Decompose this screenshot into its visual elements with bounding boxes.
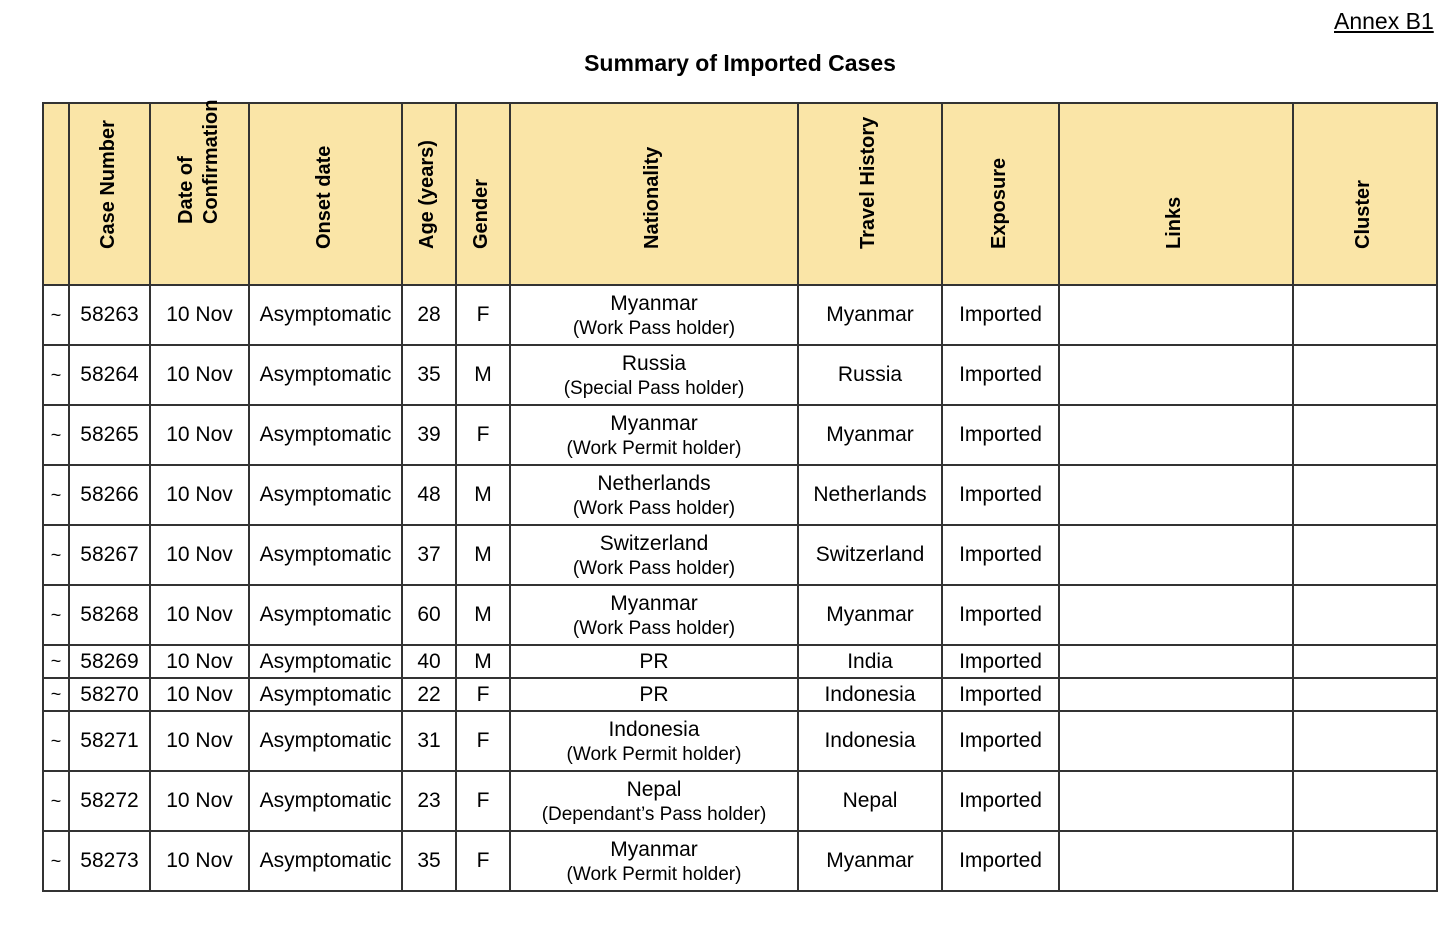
links-cell [1059, 771, 1293, 831]
header-case-number: Case Number [69, 103, 150, 285]
exposure-cell: Imported [942, 525, 1059, 585]
cluster-cell [1293, 525, 1437, 585]
age-cell: 48 [402, 465, 456, 525]
nationality-cell [510, 771, 798, 831]
exposure-cell: Imported [942, 711, 1059, 771]
date-of-confirmation-cell: 10 Nov [150, 711, 249, 771]
table-row [43, 285, 1437, 345]
document-title: Summary of Imported Cases [584, 50, 896, 76]
date-of-confirmation-cell: 10 Nov [150, 525, 249, 585]
header-travel-history: Travel History [798, 103, 942, 285]
table-row [43, 645, 1437, 678]
marker-cell: ~ [43, 645, 69, 678]
exposure-cell: Imported [942, 285, 1059, 345]
travel-history-cell: Myanmar [798, 585, 942, 645]
exposure-cell: Imported [942, 405, 1059, 465]
case-number-cell: 58265 [69, 405, 150, 465]
gender-cell: F [456, 771, 510, 831]
gender-cell: F [456, 678, 510, 711]
case-number-cell: 58267 [69, 525, 150, 585]
pass-type-text: (Work Pass holder) [572, 617, 736, 639]
links-cell [1059, 285, 1293, 345]
age-cell: 31 [402, 711, 456, 771]
onset-date-cell: Asymptomatic [249, 771, 402, 831]
onset-date-cell: Asymptomatic [249, 345, 402, 405]
cluster-cell [1293, 585, 1437, 645]
date-of-confirmation-cell: 10 Nov [150, 345, 249, 405]
header-gender: Gender [456, 103, 510, 285]
cluster-cell [1293, 405, 1437, 465]
date-of-confirmation-cell: 10 Nov [150, 285, 249, 345]
table-row [43, 585, 1437, 645]
age-cell: 39 [402, 405, 456, 465]
cluster-cell [1293, 645, 1437, 678]
onset-date-cell: Asymptomatic [249, 585, 402, 645]
exposure-cell: Imported [942, 345, 1059, 405]
case-number-cell: 58270 [69, 678, 150, 711]
table-row [43, 678, 1437, 711]
case-number-cell: 58273 [69, 831, 150, 891]
marker-cell: ~ [43, 771, 69, 831]
gender-cell: F [456, 711, 510, 771]
marker-cell: ~ [43, 678, 69, 711]
gender-cell: F [456, 405, 510, 465]
date-of-confirmation-cell: 10 Nov [150, 678, 249, 711]
date-of-confirmation-cell: 10 Nov [150, 771, 249, 831]
pass-type-text: (Work Pass holder) [572, 497, 736, 519]
age-cell: 28 [402, 285, 456, 345]
nationality-cell [510, 345, 798, 405]
nationality-cell [510, 525, 798, 585]
nationality-text: Switzerland [599, 531, 709, 555]
nationality-cell [510, 285, 798, 345]
cluster-cell [1293, 831, 1437, 891]
pass-type-text: (Work Pass holder) [572, 557, 736, 579]
nationality-cell [510, 645, 798, 678]
onset-date-cell: Asymptomatic [249, 645, 402, 678]
gender-cell: M [456, 585, 510, 645]
age-cell: 35 [402, 831, 456, 891]
pass-type-text: (Dependant’s Pass holder) [541, 803, 767, 825]
nationality-text: Myanmar [610, 591, 698, 615]
gender-cell: M [456, 345, 510, 405]
travel-history-cell: Indonesia [798, 678, 942, 711]
nationality-text: PR [639, 650, 669, 673]
marker-cell: ~ [43, 465, 69, 525]
case-number-cell: 58268 [69, 585, 150, 645]
table-row [43, 831, 1437, 891]
case-number-cell: 58271 [69, 711, 150, 771]
links-cell [1059, 465, 1293, 525]
exposure-cell: Imported [942, 465, 1059, 525]
annex-label: Annex B1 [1334, 8, 1434, 34]
marker-cell: ~ [43, 831, 69, 891]
cluster-cell [1293, 678, 1437, 711]
marker-cell: ~ [43, 345, 69, 405]
nationality-text: Russia [621, 351, 687, 375]
gender-cell: M [456, 465, 510, 525]
case-number-cell: 58269 [69, 645, 150, 678]
onset-date-cell: Asymptomatic [249, 831, 402, 891]
age-cell: 40 [402, 645, 456, 678]
table-row [43, 525, 1437, 585]
case-number-cell: 58263 [69, 285, 150, 345]
age-cell: 23 [402, 771, 456, 831]
header-links: Links [1059, 103, 1293, 285]
header-date-of-confirmation: Date of Confirmation [150, 103, 249, 285]
table-row [43, 345, 1437, 405]
gender-cell: F [456, 285, 510, 345]
date-of-confirmation-cell: 10 Nov [150, 831, 249, 891]
date-of-confirmation-cell: 10 Nov [150, 585, 249, 645]
header-marker [43, 103, 69, 285]
header-row [43, 103, 1437, 285]
nationality-cell [510, 465, 798, 525]
marker-cell: ~ [43, 285, 69, 345]
cluster-cell [1293, 285, 1437, 345]
travel-history-cell: Russia [798, 345, 942, 405]
onset-date-cell: Asymptomatic [249, 525, 402, 585]
table-row [43, 711, 1437, 771]
imported-cases-table [42, 99, 1438, 892]
age-cell: 37 [402, 525, 456, 585]
links-cell [1059, 345, 1293, 405]
exposure-cell: Imported [942, 678, 1059, 711]
header-nationality: Nationality [510, 103, 798, 285]
gender-cell: M [456, 645, 510, 678]
onset-date-cell: Asymptomatic [249, 711, 402, 771]
nationality-text: Netherlands [597, 471, 711, 495]
links-cell [1059, 831, 1293, 891]
nationality-text: Myanmar [610, 837, 698, 861]
exposure-cell: Imported [942, 585, 1059, 645]
header-exposure: Exposure [942, 103, 1059, 285]
table-row [43, 465, 1437, 525]
travel-history-cell: Switzerland [798, 525, 942, 585]
table-body [43, 285, 1437, 891]
age-cell: 35 [402, 345, 456, 405]
header-onset-date: Onset date [249, 103, 402, 285]
travel-history-cell: Netherlands [798, 465, 942, 525]
case-number-cell: 58266 [69, 465, 150, 525]
exposure-cell: Imported [942, 831, 1059, 891]
nationality-cell [510, 711, 798, 771]
pass-type-text: (Work Pass holder) [572, 317, 736, 339]
gender-cell: M [456, 525, 510, 585]
nationality-text: Indonesia [608, 717, 700, 741]
travel-history-cell: Myanmar [798, 285, 942, 345]
date-of-confirmation-cell: 10 Nov [150, 405, 249, 465]
links-cell [1059, 405, 1293, 465]
header-age: Age (years) [402, 103, 456, 285]
age-cell: 22 [402, 678, 456, 711]
onset-date-cell: Asymptomatic [249, 285, 402, 345]
case-number-cell: 58272 [69, 771, 150, 831]
links-cell [1059, 645, 1293, 678]
nationality-text: Myanmar [610, 411, 698, 435]
cluster-cell [1293, 345, 1437, 405]
pass-type-text: (Special Pass holder) [563, 377, 745, 399]
age-cell: 60 [402, 585, 456, 645]
onset-date-cell: Asymptomatic [249, 465, 402, 525]
table-row [43, 771, 1437, 831]
marker-cell: ~ [43, 525, 69, 585]
nationality-text: Nepal [626, 777, 682, 801]
marker-cell: ~ [43, 585, 69, 645]
pass-type-text: (Work Permit holder) [566, 437, 742, 459]
nationality-cell [510, 585, 798, 645]
cluster-cell [1293, 711, 1437, 771]
nationality-cell [510, 831, 798, 891]
travel-history-cell: Nepal [798, 771, 942, 831]
nationality-text: PR [639, 683, 669, 706]
onset-date-cell: Asymptomatic [249, 678, 402, 711]
table-row [43, 405, 1437, 465]
travel-history-cell: Indonesia [798, 711, 942, 771]
pass-type-text: (Work Permit holder) [566, 743, 742, 765]
exposure-cell: Imported [942, 645, 1059, 678]
cluster-cell [1293, 465, 1437, 525]
exposure-cell: Imported [942, 771, 1059, 831]
travel-history-cell: India [798, 645, 942, 678]
links-cell [1059, 585, 1293, 645]
nationality-text: Myanmar [610, 291, 698, 315]
gender-cell: F [456, 831, 510, 891]
pass-type-text: (Work Permit holder) [566, 863, 742, 885]
case-number-cell: 58264 [69, 345, 150, 405]
links-cell [1059, 525, 1293, 585]
header-cluster: Cluster [1293, 103, 1437, 285]
nationality-cell [510, 405, 798, 465]
onset-date-cell: Asymptomatic [249, 405, 402, 465]
cluster-cell [1293, 771, 1437, 831]
marker-cell: ~ [43, 711, 69, 771]
travel-history-cell: Myanmar [798, 405, 942, 465]
date-of-confirmation-cell: 10 Nov [150, 465, 249, 525]
marker-cell: ~ [43, 405, 69, 465]
nationality-cell [510, 678, 798, 711]
date-of-confirmation-cell: 10 Nov [150, 645, 249, 678]
links-cell [1059, 711, 1293, 771]
travel-history-cell: Myanmar [798, 831, 942, 891]
links-cell [1059, 678, 1293, 711]
